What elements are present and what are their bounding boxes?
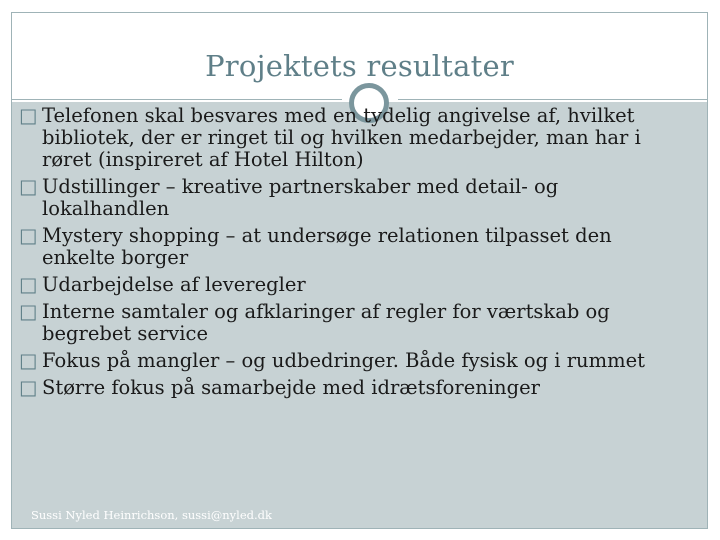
list-item xyxy=(19,105,687,171)
list-item xyxy=(19,274,687,296)
bullet-text: Større fokus på samarbejde med idrætsforeninger xyxy=(42,376,540,399)
list-item xyxy=(19,301,687,345)
divider-left xyxy=(12,99,342,100)
bullet-text: Interne samtaler og afklaringer af regler for værtskab og begrebet service xyxy=(42,300,610,345)
bullet-text: Udarbejdelse af leveregler xyxy=(42,273,306,296)
footer-credit: Sussi Nyled Heinrichson, sussi@nyled.dk xyxy=(31,508,272,522)
checkbox-bullet-icon: □ xyxy=(19,273,38,296)
bullet-text: Fokus på mangler – og udbedringer. Både fysisk og i rummet xyxy=(42,349,645,372)
list-item xyxy=(19,176,687,220)
bullet-text: Mystery shopping – at undersøge relationen tilpasset den enkelte borger xyxy=(42,224,612,269)
list-item xyxy=(19,225,687,269)
checkbox-bullet-icon: □ xyxy=(19,376,38,399)
list-item xyxy=(19,377,687,399)
checkbox-bullet-icon: □ xyxy=(19,224,38,247)
slide-title: Projektets resultater xyxy=(205,49,514,83)
checkbox-bullet-icon: □ xyxy=(19,349,38,372)
list-item xyxy=(19,350,687,372)
bullet-list xyxy=(19,105,687,404)
bullet-text: Udstillinger – kreative partnerskaber med detail- og lokalhandlen xyxy=(42,175,559,220)
checkbox-bullet-icon: □ xyxy=(19,300,38,323)
divider-right xyxy=(398,99,707,100)
checkbox-bullet-icon: □ xyxy=(19,175,38,198)
checkbox-bullet-icon: □ xyxy=(19,104,38,127)
bullet-text: Telefonen skal besvares med en tydelig angivelse af, hvilket bibliotek, der er ringet til og hvilken medarbejder, man har i røret (inspireret af Hotel Hilton) xyxy=(42,104,641,171)
